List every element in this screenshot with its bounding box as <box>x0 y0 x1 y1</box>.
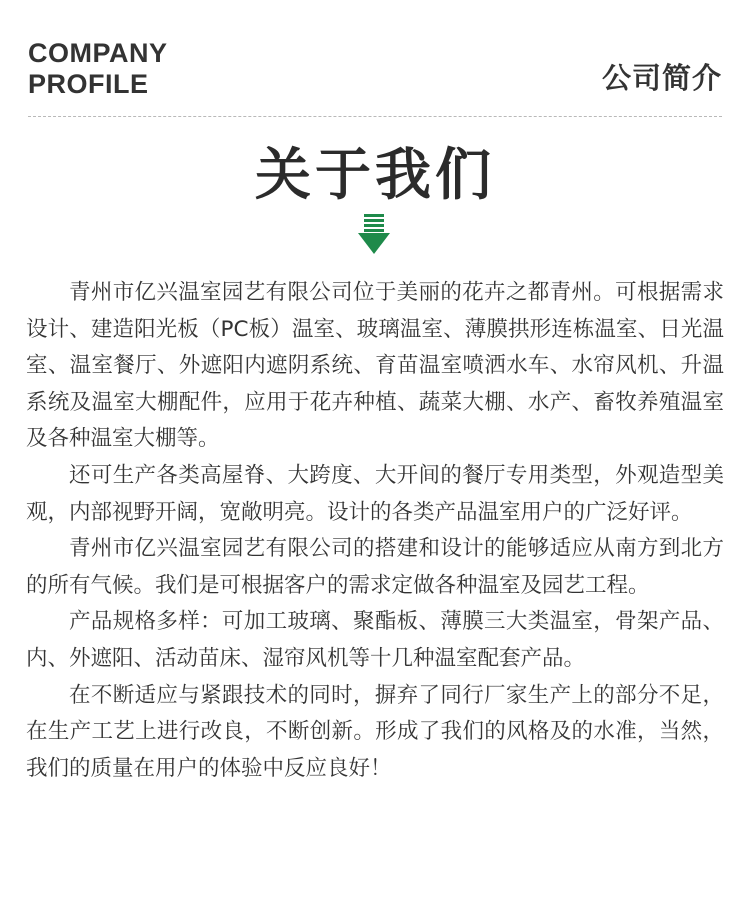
profile-content <box>26 275 724 787</box>
english-title-line-1: COMPANY <box>28 38 168 68</box>
dashed-divider <box>28 116 722 117</box>
profile-paragraph: 青州市亿兴温室园艺有限公司位于美丽的花卉之都青州。可根据需求设计、建造阳光板（PC板）温室、玻璃温室、薄膜拱形连栋温室、日光温室、温室餐厅、外遮阳内遮阴系统、育苗温室喷洒水车、水帘风机、升温系统及温室大棚配件，应用于花卉种植、蔬菜大棚、水产、畜牧养殖温室及各种温室大棚等。 <box>26 280 724 452</box>
page-header <box>0 0 750 120</box>
profile-paragraph: 在不断适应与紧跟技术的同时，摒弃了同行厂家生产上的部分不足，在生产工艺上进行改良，不断创新。形成了我们的风格及的水准，当然，我们的质量在用户的体验中反应良好！ <box>26 682 724 781</box>
profile-paragraph: 还可生产各类高屋脊、大跨度、大开间的餐厅专用类型，外观造型美观，内部视野开阔，宽敞明亮。设计的各类产品温室用户的广泛好评。 <box>26 462 724 525</box>
english-title-line-2: PROFILE <box>28 69 149 99</box>
profile-paragraph: 产品规格多样：可加工玻璃、聚酯板、薄膜三大类温室，骨架产品、内、外遮阳、活动苗床、湿帘风机等十几种温室配套产品。 <box>26 609 724 671</box>
down-arrow-icon <box>358 214 390 256</box>
profile-paragraph: 青州市亿兴温室园艺有限公司的搭建和设计的能够适应从南方到北方的所有气候。我们是可根据客户的需求定做各种温室及园艺工程。 <box>26 536 724 598</box>
chinese-section-title: 公司简介 <box>601 61 722 95</box>
english-title <box>28 38 168 100</box>
about-us-heading: 关于我们 <box>255 143 495 208</box>
